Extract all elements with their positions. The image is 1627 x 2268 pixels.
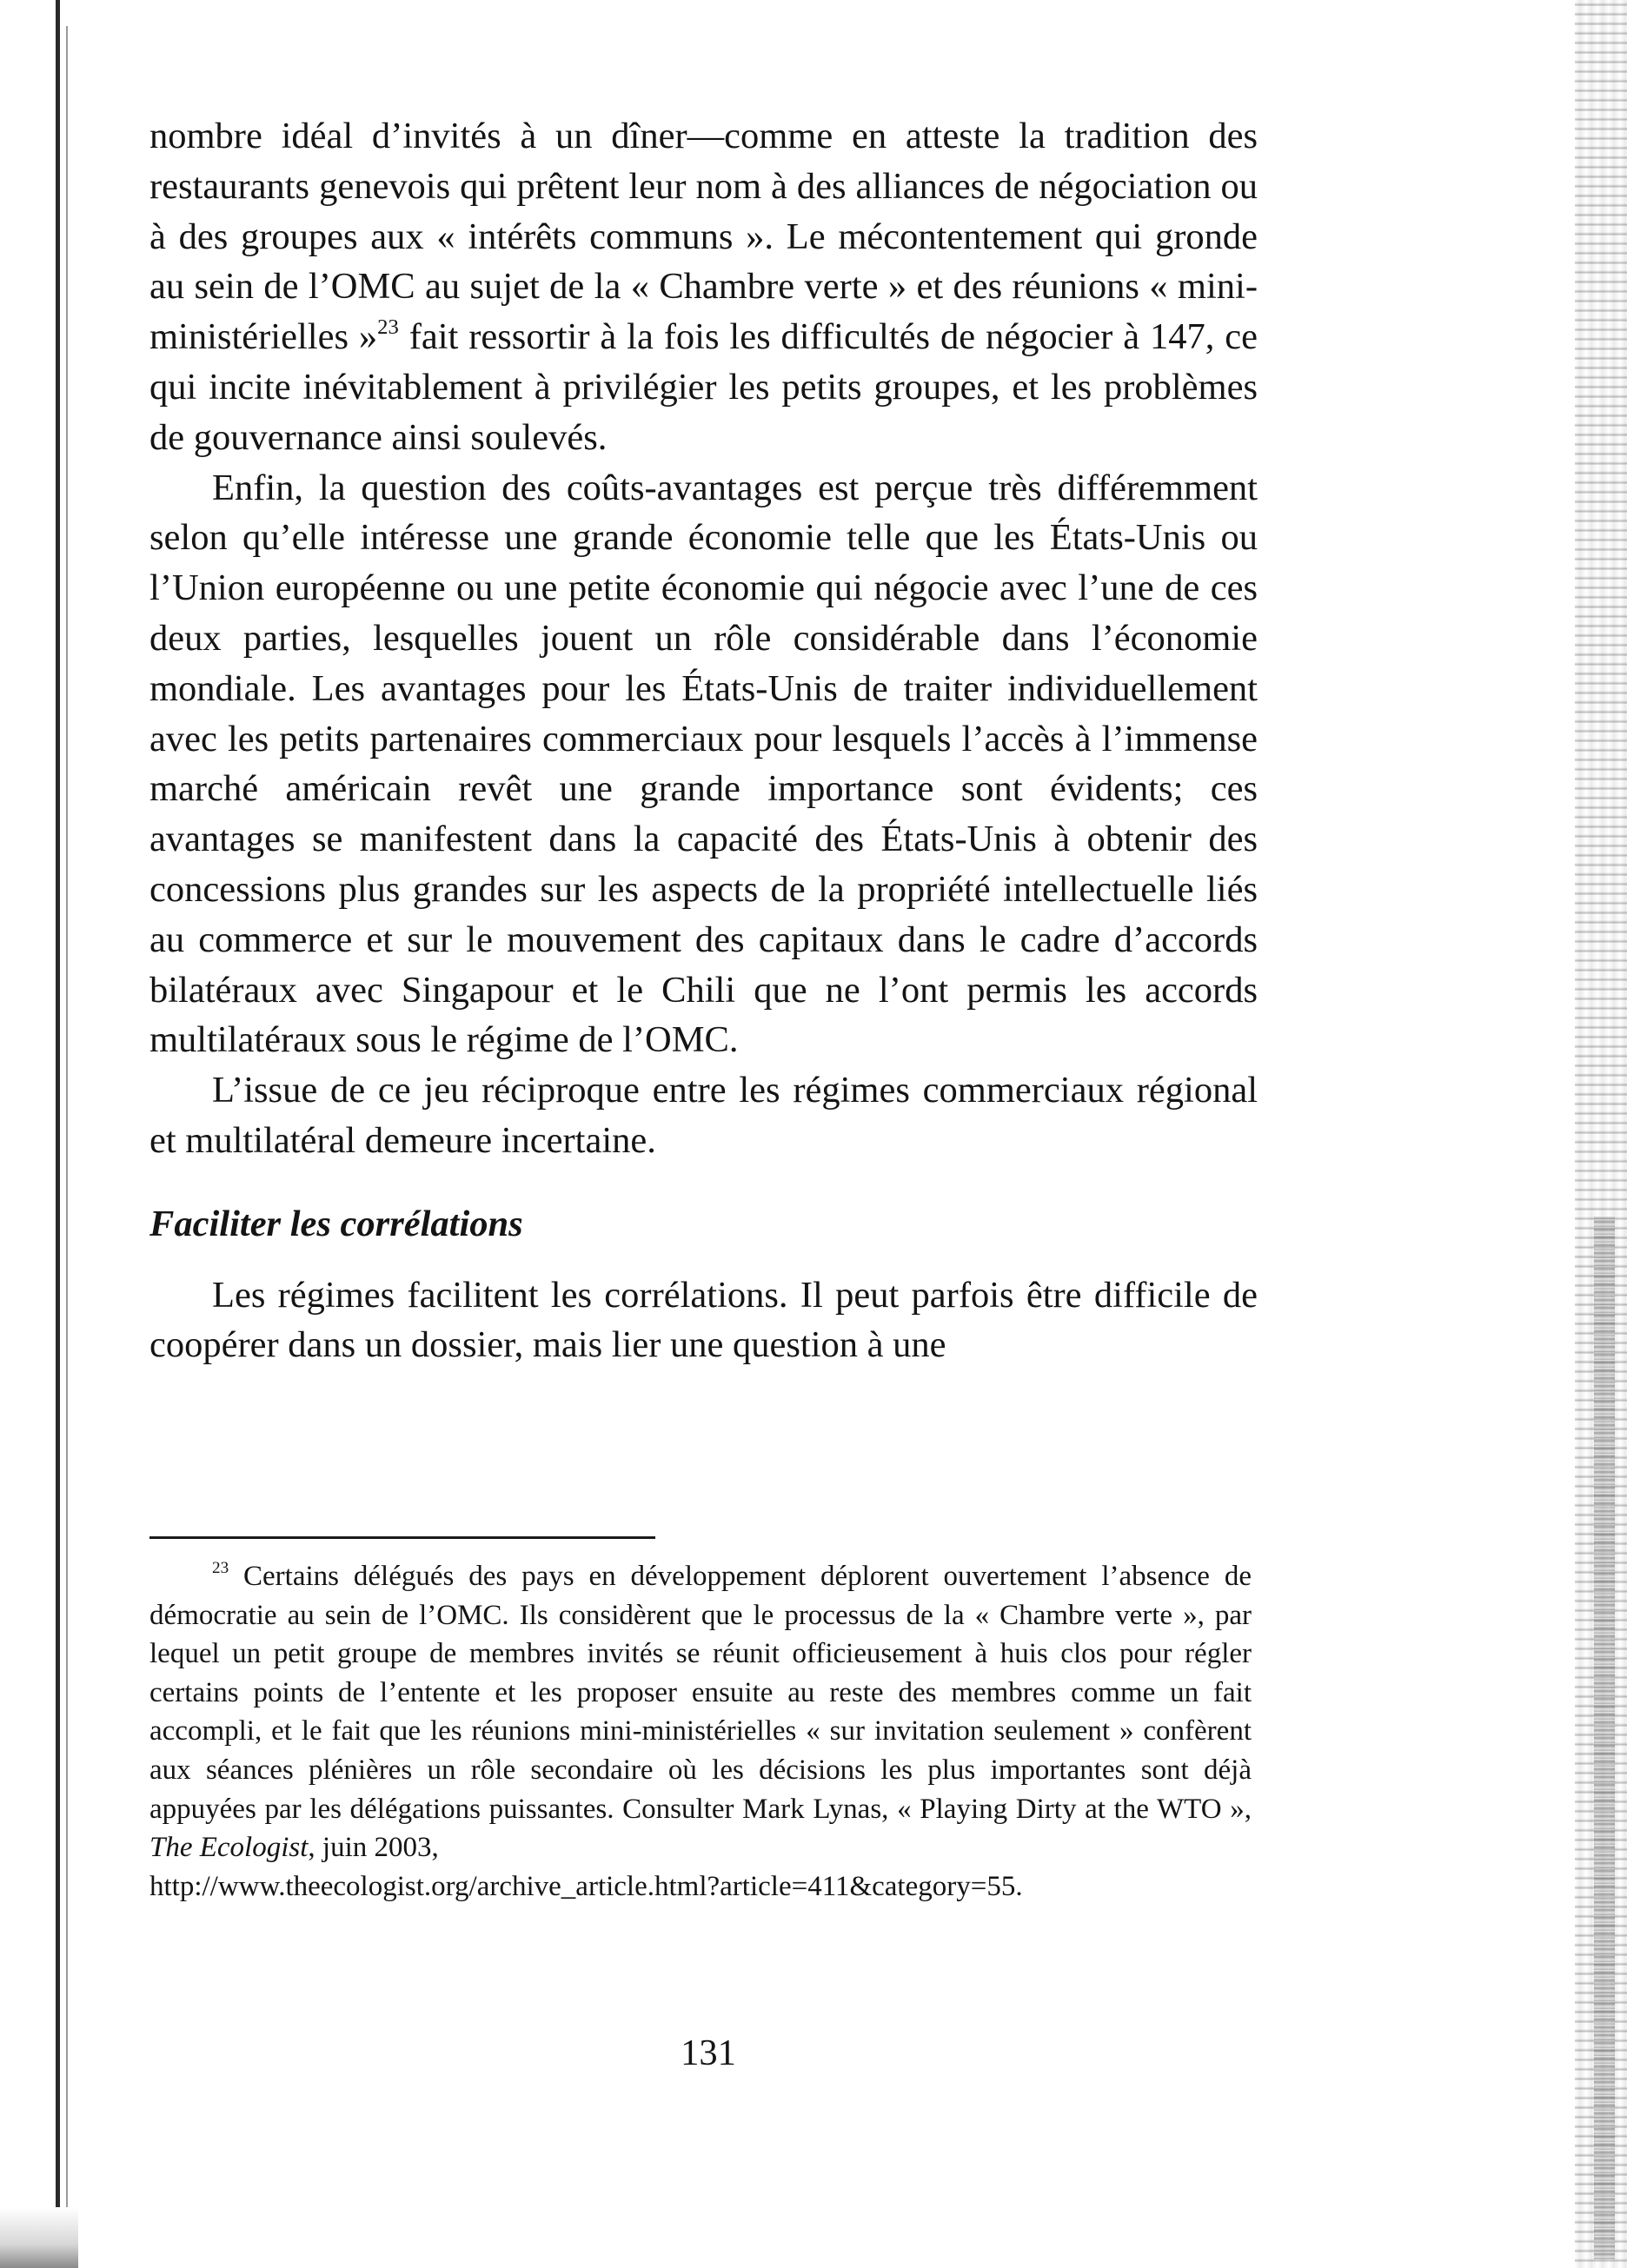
paragraph-1: [149, 111, 1258, 463]
footnote-journal-title: The Ecologist: [149, 1832, 309, 1864]
footnote-separator: [149, 1536, 655, 1539]
paragraph-3: L’issue de ce jeu réciproque entre les régimes commerciaux régional et multilatéral demeure incertaine.: [149, 1070, 1258, 1161]
footnote-23: [149, 1557, 1252, 1906]
footnote-number: 23: [212, 1559, 229, 1578]
book-spine-shadow: [56, 0, 60, 2251]
paragraph-2: Enfin, la question des coûts-avantages est perçue très différemment selon qu’elle intéresse une grande économie telle que les États-Unis ou l’Union européenne ou une petite économie qui négocie avec l’une de ces deux parties, lesquelles jouent un rôle considérable dans l’économie mondiale. Les avantages pour les États-Unis de traiter individuellement avec les petits partenaires commerciaux pour lesquels l’accès à l’immense marché américain revêt une grande importance sont évidents; ces avantages se manifestent dans la capacité des États-Unis à obtenir des concessions plus grandes sur les aspects de la propriété intellectuelle liés au commerce et sur le mouvement des capitaux dans le cadre d’accords bilatéraux avec Singapour et le Chili que ne l’ont permis les accords multilatéraux sous le régime de l’OMC.: [149, 467, 1258, 1061]
footnote-text: Certains délégués des pays en développement déplorent ouvertement l’absence de démocratie au sein de l’OMC. Ils considèrent que le processus de la « Chambre verte », par lequel un petit groupe de membres invités se réunit officieusement à huis clos pour régler certains points de l’entente et les proposer ensuite au reste des membres comme un fait accompli, et le fait que les réunions mini-ministérielles « sur invitation seulement » confèrent aux séances plénières un rôle secondaire où les décisions les plus importantes sont déjà appuyées par les délégations puissantes. Consulter Mark Lynas, « Playing Dirty at the WTO »,: [149, 1561, 1252, 1825]
page-edge-scan-strip: [1594, 1217, 1615, 2259]
scan-corner-shadow: [0, 2207, 78, 2268]
section-heading: Faciliter les corrélations: [149, 1203, 523, 1244]
footnote-ref-23[interactable]: 23: [377, 315, 399, 339]
page-number: 131: [681, 2033, 736, 2073]
section-paragraph: Les régimes facilitent les corrélations. Il peut parfois être difficile de coopérer dans un dossier, mais lier une question à une: [149, 1274, 1258, 1366]
book-spine-inner-line: [66, 26, 68, 2233]
body-text: [149, 111, 1258, 1370]
paragraph-1-text-after: fait ressortir à la fois les difficultés de négocier à 147, ce qui incite inévitablement à privilégier les petits groupes, et les problèmes de gouvernance ainsi soulevés.: [149, 316, 1258, 458]
footnote-text-after: , juin 2003,: [308, 1832, 439, 1864]
footnote-url[interactable]: http://www.theecologist.org/archive_article.html?article=411&category=55.: [149, 1870, 1023, 1902]
paragraph-1-text: nombre idéal d’invités à un dîner—comme en atteste la tradition des restaurants genevois qui prêtent leur nom à des alliances de négociation ou à des groupes aux « intérêts communs ». Le mécontentement qui gronde au sein de l’OMC au sujet de la « Chambre verte » et des réunions « mini-ministérielles »: [149, 116, 1258, 358]
